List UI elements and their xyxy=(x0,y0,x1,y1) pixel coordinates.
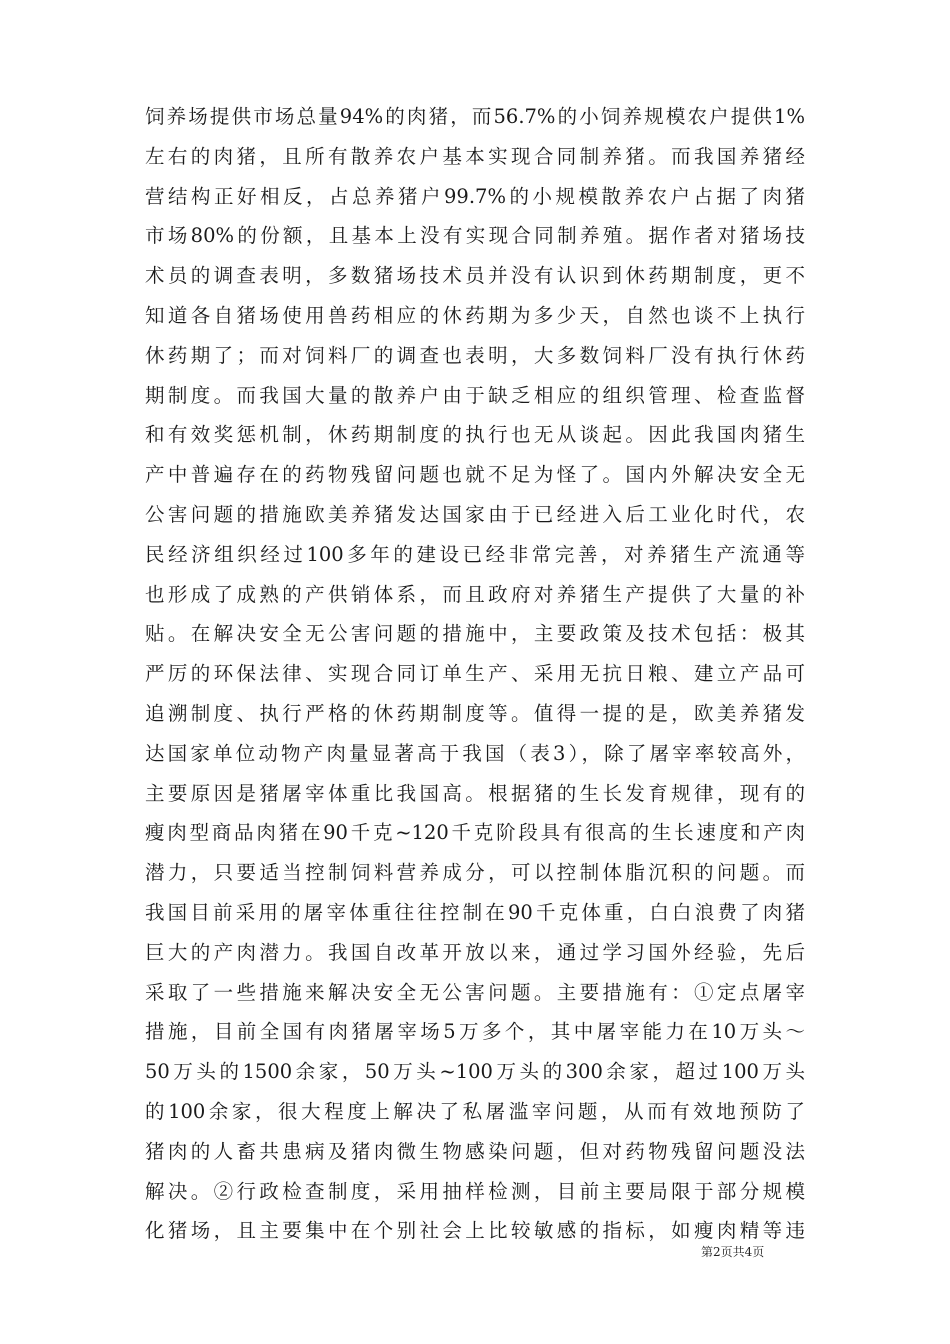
text-line: 也形成了成熟的产供销体系，而且政府对养猪生产提供了大量的补 xyxy=(145,582,805,606)
text-line: 猪肉的人畜共患病及猪肉微生物感染问题，但对药物残留问题没法 xyxy=(145,1139,805,1163)
text-line: 严厉的环保法律、实现合同订单生产、采用无抗日粮、建立产品可 xyxy=(145,662,805,686)
text-line: 产中普遍存在的药物残留问题也就不足为怪了。国内外解决安全无 xyxy=(145,463,805,487)
text-line: 措施，目前全国有肉猪屠宰场5万多个，其中屠宰能力在10万头～ xyxy=(145,1020,805,1044)
text-line: 期制度。而我国大量的散养户由于缺乏相应的组织管理、检查监督 xyxy=(145,383,805,407)
text-line: 达国家单位动物产肉量显著高于我国（表3），除了屠宰率较高外， xyxy=(145,741,805,765)
text-line: 左右的肉猪，且所有散养农户基本实现合同制养猪。而我国养猪经 xyxy=(145,144,805,168)
page-footer: 第2页共4页 xyxy=(701,1245,765,1259)
text-line: 公害问题的措施欧美养猪发达国家由于已经进入后工业化时代，农 xyxy=(145,502,805,526)
text-line: 瘦肉型商品肉猪在90千克~120千克阶段具有很高的生长速度和产肉 xyxy=(145,821,805,845)
text-line: 饲养场提供市场总量94%的肉猪，而56.7%的小饲养规模农户提供1% xyxy=(145,105,805,128)
text-line: 的100余家，很大程度上解决了私屠滥宰问题，从而有效地预防了 xyxy=(145,1099,805,1123)
text-line: 和有效奖惩机制，休药期制度的执行也无从谈起。因此我国肉猪生 xyxy=(145,423,805,447)
text-line: 化猪场，且主要集中在个别社会上比较敏感的指标，如瘦肉精等违 xyxy=(145,1219,805,1243)
text-line: 市场80%的份额，且基本上没有实现合同制养殖。据作者对猪场技 xyxy=(145,224,805,248)
text-line: 术员的调查表明，多数猪场技术员并没有认识到休药期制度，更不 xyxy=(145,264,805,288)
text-line: 50万头的1500余家，50万头~100万头的300余家，超过100万头 xyxy=(145,1060,805,1084)
text-line: 营结构正好相反，占总养猪户99.7%的小规模散养农户占据了肉猪 xyxy=(145,184,805,208)
text-line: 民经济组织经过100多年的建设已经非常完善，对养猪生产流通等 xyxy=(145,542,805,566)
text-line: 潜力，只要适当控制饲料营养成分，可以控制体脂沉积的问题。而 xyxy=(145,861,805,885)
text-line: 解决。②行政检查制度，采用抽样检测，目前主要局限于部分规模 xyxy=(145,1179,805,1203)
text-line: 采取了一些措施来解决安全无公害问题。主要措施有：①定点屠宰 xyxy=(145,980,805,1004)
text-line: 巨大的产肉潜力。我国自改革开放以来，通过学习国外经验，先后 xyxy=(145,940,805,964)
text-line: 追溯制度、执行严格的休药期制度等。值得一提的是，欧美养猪发 xyxy=(145,701,805,725)
text-line: 知道各自猪场使用兽药相应的休药期为多少天，自然也谈不上执行 xyxy=(145,303,805,327)
text-line: 我国目前采用的屠宰体重往往控制在90千克体重，白白浪费了肉猪 xyxy=(145,900,805,924)
body-text xyxy=(145,97,805,1251)
text-line: 贴。在解决安全无公害问题的措施中，主要政策及技术包括：极其 xyxy=(145,622,805,646)
text-line: 主要原因是猪屠宰体重比我国高。根据猪的生长发育规律，现有的 xyxy=(145,781,805,805)
text-line: 休药期了；而对饲料厂的调查也表明，大多数饲料厂没有执行休药 xyxy=(145,343,805,367)
